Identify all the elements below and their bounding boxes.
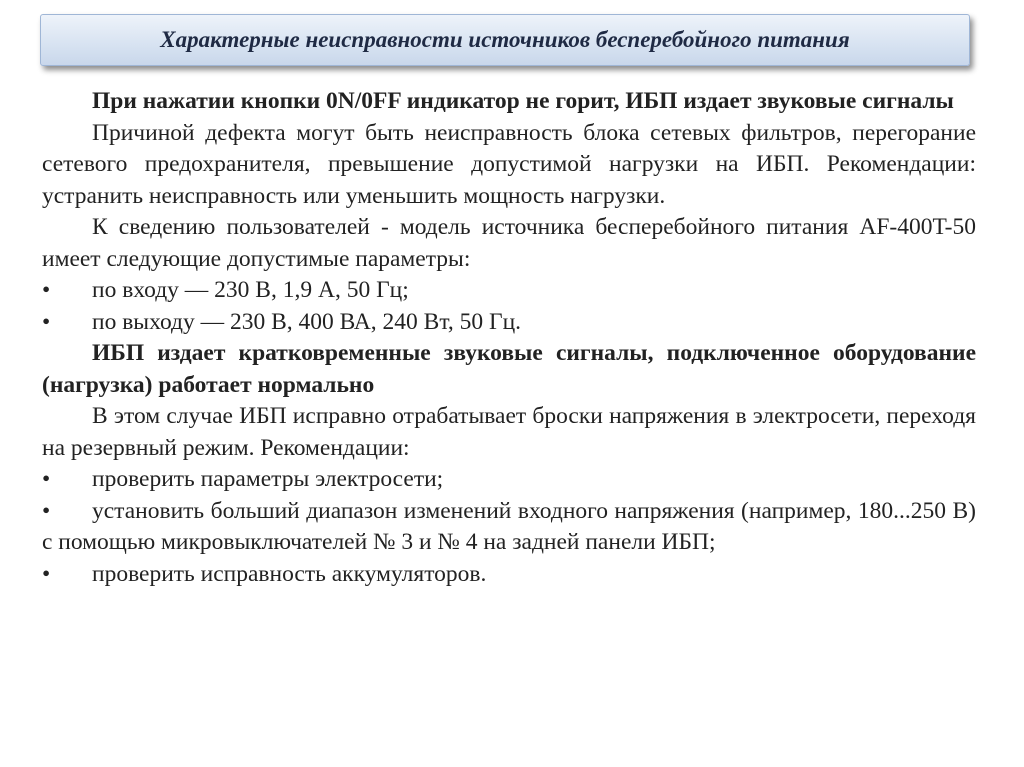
bullet-mark: • xyxy=(42,497,51,524)
paragraph-model-info: К сведению пользователей - модель источника бесперебойного питания AF-400T-50 имеет следующие допустимые параметры: xyxy=(42,214,976,272)
bullet-mark: • xyxy=(42,466,51,492)
slide-body xyxy=(42,86,976,590)
list-item xyxy=(42,496,976,559)
bullet-check-batteries: проверить исправность аккумуляторов. xyxy=(92,560,487,587)
paragraph-causes: Причиной дефекта могут быть неисправность блока сетевых фильтров, перегорание сетевого предохранителя, превышение допустимой нагрузки на ИБП. Рекомендации: устранить неисправность или уменьшить мощность нагрузки. xyxy=(42,119,976,209)
bullet-output-params: по выходу — 230 В, 400 ВА, 240 Вт, 50 Гц. xyxy=(92,308,522,335)
bullet-mark: • xyxy=(42,308,51,335)
bullet-voltage-range: установить больший диапазон изменений входного напряжения (например, 180...250 В) с помощью микровыключателей № 3 и № 4 на задней панели ИБП; xyxy=(42,497,976,555)
bullet-mark: • xyxy=(42,560,51,587)
list-item xyxy=(42,307,976,339)
bullet-input-params: по входу — 230 В, 1,9 А, 50 Гц; xyxy=(92,277,409,303)
list-item xyxy=(42,275,976,307)
heading-no-indicator: При нажатии кнопки 0N/0FF индикатор не горит, ИБП издает звуковые сигналы xyxy=(92,88,954,114)
slide-title: Характерные неисправности источников бесперебойного питания xyxy=(160,27,850,52)
list-item xyxy=(42,559,976,591)
title-banner xyxy=(40,14,970,66)
bullet-mark: • xyxy=(42,277,51,303)
bullet-check-network: проверить параметры электросети; xyxy=(92,466,444,492)
heading-short-beeps: ИБП издает кратковременные звуковые сигналы, подключенное оборудование (нагрузка) работает нормально xyxy=(42,340,976,398)
list-item xyxy=(42,464,976,496)
paragraph-surges: В этом случае ИБП исправно отрабатывает броски напряжения в электросети, переходя на резервный режим. Рекомендации: xyxy=(42,403,976,461)
